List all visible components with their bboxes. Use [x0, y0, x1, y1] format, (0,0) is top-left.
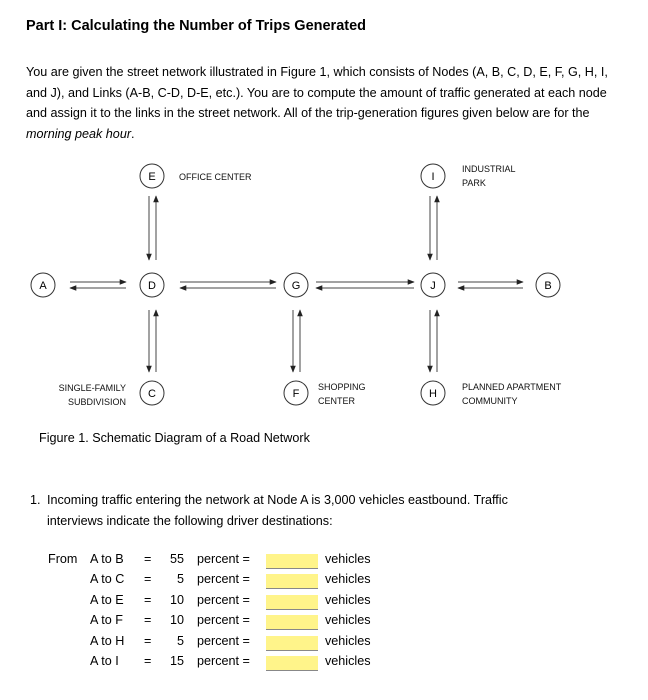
table-row: [0, 593, 648, 613]
od-pair: A to B: [90, 552, 124, 566]
percent-label: percent =: [197, 572, 250, 587]
vehicles-label: vehicles: [325, 552, 371, 566]
od-pair: A to H: [90, 633, 125, 648]
answer-blank[interactable]: [266, 574, 318, 589]
link-d-g: [180, 282, 276, 288]
node-b: [536, 273, 560, 297]
svg-text:C: C: [148, 388, 156, 400]
table-row: [0, 572, 648, 592]
equals-sign: =: [144, 572, 152, 587]
link-j-b: [458, 282, 523, 288]
equals-sign: =: [144, 552, 152, 566]
table-row: [0, 634, 648, 654]
node-i: [421, 164, 445, 188]
node-f: [284, 381, 308, 405]
label-industrial-2: PARK: [462, 178, 486, 188]
question-text: Incoming traffic entering the network at Node A is 3,000 vehicles eastbound. Traffic interviews indicate the following driver destinations:: [47, 493, 508, 528]
label-single-family-1: SINGLE-FAMILY: [58, 383, 126, 393]
percent-label: percent =: [197, 552, 250, 566]
question-number: 1.: [30, 493, 41, 507]
answer-blank[interactable]: [266, 615, 318, 630]
percent-value: 55: [169, 552, 184, 566]
link-g-f: [293, 310, 300, 372]
node-g: [284, 273, 308, 297]
label-planned-1: PLANNED APARTMENT: [462, 382, 562, 392]
svg-text:E: E: [148, 171, 156, 183]
label-office-center: OFFICE CENTER: [179, 172, 252, 182]
node-c: [140, 381, 164, 405]
table-row: [0, 654, 648, 674]
label-industrial-1: INDUSTRIAL: [462, 164, 516, 174]
intro-end: .: [131, 126, 135, 141]
svg-text:H: H: [429, 388, 437, 400]
percent-value: 15: [169, 654, 184, 668]
link-d-c: [149, 310, 156, 372]
svg-text:D: D: [148, 280, 156, 292]
vehicles-label: vehicles: [325, 654, 371, 668]
node-j: [421, 273, 445, 297]
od-pair: A to E: [90, 592, 124, 607]
percent-label: percent =: [197, 633, 250, 648]
percent-label: percent =: [197, 613, 250, 628]
answer-blank[interactable]: [266, 656, 318, 671]
label-shopping-1: SHOPPING: [318, 382, 366, 392]
from-label: From: [48, 552, 78, 566]
equals-sign: =: [144, 592, 152, 607]
link-a-d: [70, 282, 126, 288]
svg-text:F: F: [292, 388, 300, 400]
label-single-family-2: SUBDIVISION: [67, 397, 126, 407]
table-row: [0, 613, 648, 633]
label-shopping-2: CENTER: [318, 396, 356, 406]
od-pair: A to F: [90, 613, 123, 628]
percent-value: 10: [169, 613, 184, 628]
node-a: [31, 273, 55, 297]
percent-value: 5: [176, 633, 184, 648]
answer-blank[interactable]: [266, 554, 318, 569]
equals-sign: =: [144, 613, 152, 628]
svg-text:A: A: [39, 280, 47, 292]
vehicles-label: vehicles: [325, 613, 371, 628]
od-pair: A to I: [90, 654, 119, 668]
percent-value: 10: [169, 592, 184, 607]
link-i-j: [430, 196, 437, 260]
answer-blank[interactable]: [266, 636, 318, 651]
svg-text:I: I: [431, 171, 435, 183]
svg-text:J: J: [430, 280, 436, 292]
intro-text: You are given the street network illustrated in Figure 1, which consists of Nodes (A, B, C, D, E, F, G, H, I, and J), and Links (A-B, C-D, D-E, etc.). You are to compute the amount of traffic generated at each node and assign it to the links in the street network. All of the trip-generation figures given below are for the: [26, 65, 608, 120]
figure-caption: Figure 1. Schematic Diagram of a Road Network: [39, 431, 310, 445]
label-planned-2: COMMUNITY: [462, 396, 518, 406]
link-g-j: [316, 282, 414, 288]
equals-sign: =: [144, 654, 152, 668]
vehicles-label: vehicles: [325, 572, 371, 587]
percent-label: percent =: [197, 592, 250, 607]
table-row: [0, 552, 648, 572]
percent-value: 5: [176, 572, 184, 587]
vehicles-label: vehicles: [325, 633, 371, 648]
percent-label: percent =: [197, 654, 250, 668]
vehicles-label: vehicles: [325, 592, 371, 607]
od-pair: A to C: [90, 572, 125, 587]
svg-text:G: G: [291, 280, 301, 292]
link-j-h: [430, 310, 437, 372]
intro-italic: morning peak hour: [26, 126, 132, 141]
equals-sign: =: [144, 633, 152, 648]
node-d: [140, 273, 164, 297]
node-e: [140, 164, 164, 188]
page-heading: Part I: Calculating the Number of Trips Generated: [26, 18, 367, 34]
svg-text:B: B: [544, 280, 552, 292]
answer-blank[interactable]: [266, 595, 318, 610]
link-e-d: [149, 196, 156, 260]
node-h: [421, 381, 445, 405]
